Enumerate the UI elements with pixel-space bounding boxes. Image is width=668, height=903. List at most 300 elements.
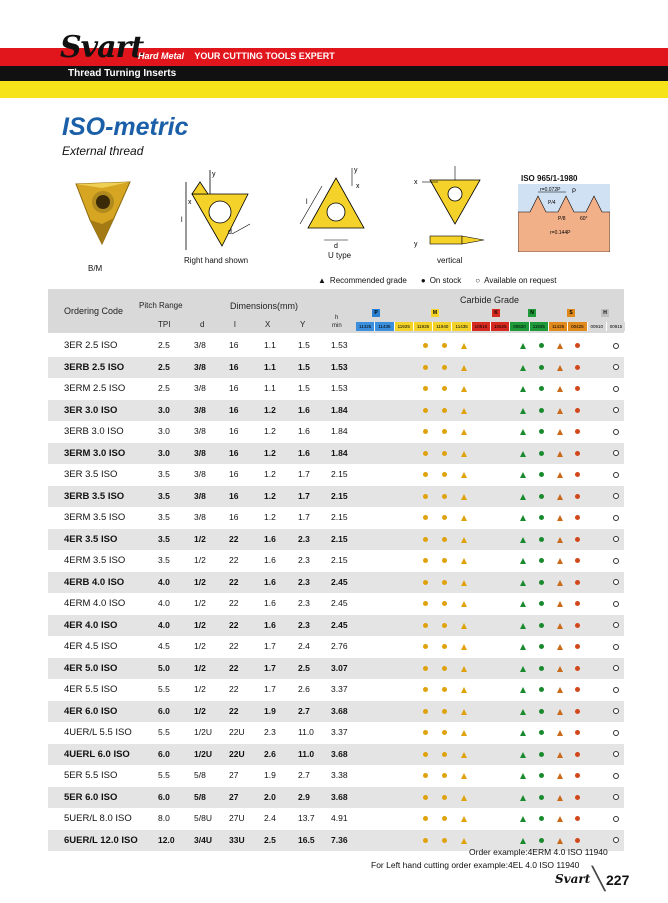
triangle-icon	[461, 494, 467, 500]
table-row	[48, 486, 624, 508]
table-row	[48, 572, 624, 594]
order-example: Order example:4ERM 4.0 ISO 11940	[469, 847, 608, 857]
iso-caption: ISO 965/1-1980	[521, 174, 578, 183]
right-hand-caption: Right hand shown	[184, 256, 249, 265]
right-hand-insert-icon	[178, 168, 262, 256]
cell-x: 1.1	[264, 383, 276, 393]
cell-x: 1.6	[264, 598, 276, 608]
cell-y: 1.6	[298, 447, 310, 458]
triangle-icon	[557, 666, 563, 672]
ring-icon	[613, 493, 619, 499]
dot-icon	[442, 752, 447, 757]
triangle-icon	[461, 343, 467, 349]
cell-y: 2.5	[298, 662, 310, 673]
dot-icon	[442, 408, 447, 413]
table-row	[48, 400, 624, 422]
cell-x: 2.5	[264, 834, 276, 845]
triangle-icon	[461, 687, 467, 693]
cell-y: 1.5	[298, 383, 310, 393]
cell-y: 2.3	[298, 533, 310, 544]
cell-d: 1/2	[194, 598, 206, 608]
axis-x-label: x	[188, 199, 192, 206]
cell-l: 22	[229, 662, 239, 673]
header-yellow-band	[0, 81, 668, 98]
cell-h: 3.38	[331, 770, 348, 780]
table-row	[48, 550, 624, 572]
dot-icon	[442, 343, 447, 348]
cell-tpi: 3.5	[158, 533, 170, 544]
cell-y: 1.7	[298, 469, 310, 479]
page-subtitle: External thread	[62, 144, 144, 158]
cell-l: 22	[229, 555, 239, 565]
ordering-code: 4ER 6.0 ISO	[64, 705, 118, 717]
cell-d: 1/2	[194, 662, 206, 673]
th-pitch-range: Pitch Range	[139, 301, 183, 310]
dot-icon	[442, 451, 447, 456]
cell-y: 2.3	[298, 576, 310, 587]
cell-l: 16	[229, 512, 239, 522]
ordering-code: 3ERM 3.5 ISO	[64, 512, 126, 523]
table-row	[48, 357, 624, 379]
grade-cell-13: 00915	[607, 322, 626, 331]
dot-icon	[575, 601, 580, 606]
triangle-icon	[557, 580, 563, 586]
dot-icon	[575, 408, 580, 413]
dot-icon	[442, 816, 447, 821]
dot-icon	[442, 580, 447, 585]
cell-x: 1.2	[264, 512, 276, 522]
dot-icon	[539, 601, 544, 606]
cell-d: 3/8	[194, 426, 206, 436]
triangle-icon	[461, 601, 467, 607]
cell-d: 5/8	[194, 791, 206, 802]
triangle-icon	[520, 472, 526, 478]
ring-icon	[613, 751, 619, 757]
cell-tpi: 4.5	[158, 641, 170, 651]
cell-x: 1.2	[264, 426, 276, 436]
table-row	[48, 335, 624, 357]
triangle-icon	[557, 408, 563, 414]
cell-l: 22U	[229, 748, 245, 759]
cell-y: 1.5	[298, 361, 310, 372]
dot-icon	[423, 537, 428, 542]
ring-icon	[613, 343, 619, 349]
th-y: Y	[300, 320, 306, 329]
triangle-icon	[461, 537, 467, 543]
triangle-icon	[461, 773, 467, 779]
dot-icon	[539, 752, 544, 757]
dot-icon	[423, 666, 428, 671]
cell-tpi: 3.5	[158, 490, 170, 501]
grade-cell-3: 11935	[414, 322, 433, 331]
dot-icon	[423, 623, 428, 628]
ring-icon	[613, 665, 619, 671]
dot-icon	[442, 795, 447, 800]
ring-icon: ○	[475, 276, 481, 285]
cell-l: 16	[229, 383, 239, 393]
table-row	[48, 679, 624, 701]
dot-icon	[575, 623, 580, 628]
cell-d: 3/8	[194, 469, 206, 479]
legend-on-stock-label: On stock	[429, 276, 462, 285]
axis-l-label: l	[181, 217, 183, 224]
cell-h: 1.84	[331, 447, 348, 458]
cell-l: 27U	[229, 813, 245, 823]
triangle-icon	[557, 386, 563, 392]
cell-y: 2.7	[298, 770, 310, 780]
ordering-code: 5UER/L 8.0 ISO	[64, 813, 132, 824]
triangle-icon	[520, 773, 526, 779]
dot-icon	[575, 666, 580, 671]
cell-h: 7.36	[331, 834, 348, 845]
ordering-code: 3ERB 3.0 ISO	[64, 426, 124, 437]
triangle-icon	[520, 537, 526, 543]
cell-l: 22U	[229, 727, 245, 737]
dot-icon	[539, 623, 544, 628]
triangle-icon	[520, 343, 526, 349]
dot-icon	[423, 838, 428, 843]
dot-icon	[442, 687, 447, 692]
dot-icon	[423, 752, 428, 757]
insert-photo-icon	[68, 178, 136, 250]
dot-icon	[442, 730, 447, 735]
dot-icon	[423, 601, 428, 606]
tag-hard-metal: Hard Metal	[138, 51, 185, 61]
dot-icon	[423, 429, 428, 434]
triangle-icon	[461, 666, 467, 672]
cell-x: 1.7	[264, 641, 276, 651]
dot-icon	[423, 816, 428, 821]
cell-h: 1.84	[331, 426, 348, 436]
ring-icon	[613, 687, 619, 693]
iso-angle-label: 60°	[580, 216, 588, 222]
dot-icon	[575, 451, 580, 456]
cell-tpi: 2.5	[158, 340, 170, 350]
cell-l: 22	[229, 684, 239, 694]
dot-icon	[423, 730, 428, 735]
triangle-icon	[520, 429, 526, 435]
cell-l: 16	[229, 469, 239, 479]
triangle-icon	[557, 838, 563, 844]
cell-y: 16.5	[298, 834, 315, 845]
ring-icon	[613, 579, 619, 585]
grade-cell-0: 11425	[356, 322, 375, 331]
triangle-icon	[557, 429, 563, 435]
grade-bar	[356, 322, 626, 331]
ordering-code: 5ER 6.0 ISO	[64, 791, 118, 803]
dot-icon	[539, 537, 544, 542]
dot-icon	[442, 386, 447, 391]
cell-x: 1.2	[264, 469, 276, 479]
cell-y: 11.0	[298, 727, 314, 737]
cell-tpi: 3.5	[158, 469, 170, 479]
cell-x: 1.6	[264, 619, 276, 630]
cell-h: 4.91	[331, 813, 348, 823]
cell-h: 3.68	[331, 705, 348, 716]
grade-cell-10: 11425	[549, 322, 568, 331]
dot-icon	[423, 795, 428, 800]
grade-cell-5: 11435	[452, 322, 471, 331]
dot-icon	[539, 687, 544, 692]
dot-icon	[575, 773, 580, 778]
cell-tpi: 5.5	[158, 684, 170, 694]
cell-d: 1/2	[194, 619, 206, 630]
cell-tpi: 3.0	[158, 404, 170, 415]
page-title: ISO-metric	[62, 113, 189, 141]
grade-group-1: M	[432, 310, 438, 316]
ordering-code: 4UER/L 5.5 ISO	[64, 727, 132, 738]
cell-d: 5/8U	[194, 813, 212, 823]
triangle-icon	[520, 730, 526, 736]
dot-icon	[442, 709, 447, 714]
cell-h: 2.15	[331, 469, 348, 479]
vertical-insert-icon	[410, 164, 492, 256]
ordering-code: 3ERM 3.0 ISO	[64, 447, 126, 459]
cell-h: 2.15	[331, 533, 348, 544]
u-axis-l-label: l	[306, 199, 308, 206]
legend-recommended	[318, 276, 407, 285]
dot-icon	[423, 773, 428, 778]
legend-on-request-label: Available on request	[484, 276, 557, 285]
grade-cell-12: 00910	[588, 322, 607, 331]
legend	[318, 276, 556, 285]
table-row	[48, 443, 624, 465]
cell-tpi: 5.0	[158, 662, 170, 673]
th-dimensions: Dimensions(mm)	[230, 301, 299, 311]
dot-icon	[442, 644, 447, 649]
cell-l: 16	[229, 426, 239, 436]
dot-icon	[575, 644, 580, 649]
triangle-icon	[461, 623, 467, 629]
bm-caption: B/M	[88, 264, 103, 273]
dot-icon	[442, 515, 447, 520]
cell-tpi: 4.0	[158, 598, 170, 608]
cell-x: 1.9	[264, 770, 276, 780]
ordering-code: 4ERM 4.0 ISO	[64, 598, 126, 609]
dot-icon	[575, 472, 580, 477]
triangle-icon	[520, 365, 526, 371]
ring-icon	[613, 450, 619, 456]
triangle-icon	[557, 515, 563, 521]
triangle-icon	[557, 343, 563, 349]
dot-icon	[575, 386, 580, 391]
cell-y: 2.3	[298, 555, 310, 565]
iso-p-label: P	[572, 189, 577, 195]
cell-y: 13.7	[298, 813, 315, 823]
cell-l: 33U	[229, 834, 245, 845]
grade-cell-1: 11435	[375, 322, 394, 331]
cell-l: 22	[229, 705, 239, 716]
ordering-code: 4ER 4.5 ISO	[64, 641, 118, 652]
dot-icon	[575, 494, 580, 499]
cell-d: 1/2	[194, 533, 206, 544]
triangle-icon	[520, 644, 526, 650]
dot-icon	[442, 472, 447, 477]
cell-x: 1.6	[264, 555, 276, 565]
dot-icon	[575, 730, 580, 735]
triangle-icon	[557, 795, 563, 801]
dot-icon	[539, 838, 544, 843]
table-row	[48, 529, 624, 551]
ring-icon	[613, 837, 619, 843]
cell-tpi: 3.5	[158, 555, 170, 565]
cell-tpi: 2.5	[158, 383, 170, 393]
grade-cell-8: 00620	[510, 322, 529, 331]
cell-y: 2.3	[298, 619, 310, 630]
grade-cell-11: 00425	[568, 322, 587, 331]
triangle-icon	[557, 558, 563, 564]
dot-icon	[539, 644, 544, 649]
triangle-icon	[520, 687, 526, 693]
triangle-icon	[557, 601, 563, 607]
cell-tpi: 8.0	[158, 813, 170, 823]
dot-icon	[575, 558, 580, 563]
triangle-icon	[557, 687, 563, 693]
cell-x: 1.2	[264, 447, 276, 458]
dot-icon	[539, 558, 544, 563]
dot-icon	[442, 558, 447, 563]
cell-x: 2.6	[264, 748, 276, 759]
dot-icon	[575, 816, 580, 821]
cell-l: 16	[229, 340, 239, 350]
dot-icon	[575, 365, 580, 370]
cell-tpi: 4.0	[158, 619, 170, 630]
triangle-icon	[461, 408, 467, 414]
page-number: 227	[606, 872, 630, 888]
cell-tpi: 5.5	[158, 727, 170, 737]
triangle-icon	[520, 601, 526, 607]
dot-icon	[423, 343, 428, 348]
cell-h: 2.15	[331, 512, 348, 522]
dot-icon	[442, 429, 447, 434]
u-type-insert-icon	[296, 164, 368, 250]
cell-y: 11.0	[298, 748, 315, 759]
ring-icon	[613, 515, 619, 521]
cell-x: 1.9	[264, 705, 276, 716]
cell-tpi: 12.0	[158, 834, 175, 845]
cell-x: 2.4	[264, 813, 276, 823]
cell-x: 1.1	[264, 340, 276, 350]
cell-l: 22	[229, 641, 239, 651]
dot-icon	[539, 451, 544, 456]
ring-icon	[613, 386, 619, 392]
ring-icon	[613, 644, 619, 650]
dot-icon	[442, 601, 447, 606]
header-tagline	[138, 51, 335, 61]
u-axis-x-label: x	[356, 183, 360, 190]
ring-icon	[613, 708, 619, 714]
triangle-icon	[520, 838, 526, 844]
cell-y: 1.6	[298, 404, 310, 415]
cell-l: 16	[229, 361, 239, 372]
th-ordering-code: Ordering Code	[64, 306, 124, 316]
dot-icon	[539, 730, 544, 735]
table-row	[48, 701, 624, 723]
grade-group-3: N	[528, 309, 536, 317]
cell-tpi: 6.0	[158, 748, 170, 759]
dot-icon	[539, 515, 544, 520]
dot-icon	[442, 537, 447, 542]
triangle-icon	[461, 451, 467, 457]
th-d: d	[200, 320, 205, 329]
cell-d: 1/2	[194, 684, 206, 694]
cell-d: 3/4U	[194, 834, 212, 845]
cell-y: 1.7	[298, 512, 310, 522]
th-carbide-grade: Carbide Grade	[460, 295, 520, 305]
table-row	[48, 421, 624, 443]
insert-table	[48, 335, 624, 851]
u-axis-y-label: y	[354, 167, 358, 174]
dot-icon	[575, 343, 580, 348]
dot-icon	[423, 580, 428, 585]
grade-cell-7: 10525	[491, 322, 510, 331]
triangle-icon	[461, 752, 467, 758]
triangle-icon	[461, 515, 467, 521]
vertical-caption: vertical	[437, 256, 463, 265]
grade-cell-9: 11935	[530, 322, 549, 331]
table-row	[48, 722, 624, 744]
cell-d: 3/8	[194, 361, 206, 372]
triangle-icon	[461, 429, 467, 435]
ring-icon	[613, 429, 619, 435]
section-title: Thread Turning Inserts	[68, 68, 177, 79]
brand-logo: Svart	[60, 30, 144, 65]
grade-cell-6: 10515	[472, 322, 491, 331]
triangle-icon	[461, 472, 467, 478]
cell-h: 3.37	[331, 684, 348, 694]
cell-y: 2.3	[298, 598, 310, 608]
cell-tpi: 4.0	[158, 576, 170, 587]
th-l: l	[234, 320, 236, 329]
grade-cell-2: 11925	[395, 322, 414, 331]
u-axis-d-label: d	[334, 243, 338, 250]
v-axis-y-label: y	[414, 241, 418, 248]
cell-d: 1/2U	[194, 748, 212, 759]
dot-icon	[575, 429, 580, 434]
footer-divider: ╲	[592, 866, 606, 891]
grade-group-5: H	[601, 309, 609, 317]
dot-icon	[539, 816, 544, 821]
cell-d: 3/8	[194, 340, 206, 350]
triangle-icon	[520, 752, 526, 758]
cell-l: 16	[229, 404, 239, 415]
cell-h: 2.45	[331, 576, 348, 587]
triangle-icon: ▲	[318, 276, 326, 285]
ordering-code: 6UER/L 12.0 ISO	[64, 834, 138, 846]
dot-icon	[539, 709, 544, 714]
cell-d: 3/8	[194, 383, 206, 393]
triangle-icon	[557, 752, 563, 758]
cell-d: 5/8	[194, 770, 206, 780]
cell-l: 22	[229, 619, 239, 630]
th-h: h	[335, 315, 339, 321]
cell-d: 3/8	[194, 490, 206, 501]
cell-y: 2.6	[298, 684, 310, 694]
dot-icon	[423, 709, 428, 714]
dot-icon	[442, 666, 447, 671]
dot-icon	[423, 472, 428, 477]
ring-icon	[613, 794, 619, 800]
cell-h: 2.45	[331, 598, 348, 608]
grade-cell-4: 11940	[433, 322, 452, 331]
cell-d: 1/2	[194, 705, 206, 716]
axis-y-label: y	[212, 171, 216, 178]
left-hand-example: For Left hand cutting order example:4EL 4.0 ISO 11940	[371, 860, 580, 870]
triangle-icon	[461, 838, 467, 844]
ring-icon	[613, 773, 619, 779]
ordering-code: 4ER 5.5 ISO	[64, 684, 118, 695]
cell-x: 1.7	[264, 684, 276, 694]
